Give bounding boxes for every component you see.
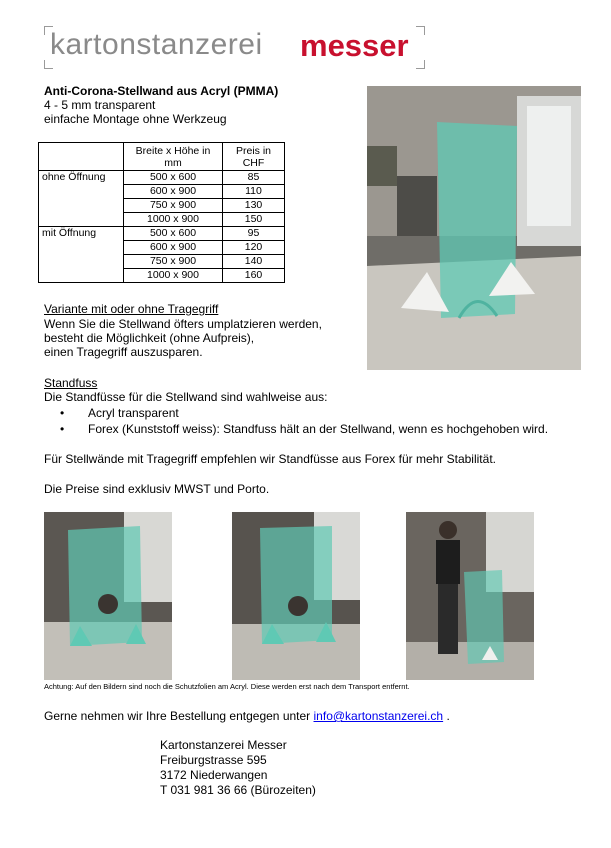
protective-film-note: Achtung: Auf den Bildern sind noch die Schutzfolien am Acryl. Diese werden erst nach dem Transport entfernt.: [44, 682, 410, 691]
street: Freiburgstrasse 595: [160, 753, 267, 767]
table-header-size: [124, 143, 223, 171]
price-cell: 110: [223, 185, 285, 199]
company-logo: [44, 28, 426, 68]
photo-3-graphic: [406, 512, 534, 680]
recommendation-text: Für Stellwände mit Tragegriff empfehlen wir Standfüsse aus Forex für mehr Stabilität.: [44, 452, 496, 466]
table-row: [39, 171, 285, 185]
size-cell: 750 x 900: [124, 199, 223, 213]
phone: T 031 981 36 66 (Bürozeiten): [160, 783, 316, 797]
group-label-mit: mit Öffnung: [39, 227, 124, 283]
product-photo-3: [406, 512, 534, 680]
thickness-line: 4 - 5 mm transparent: [44, 98, 156, 112]
variante-heading: Variante mit oder ohne Tragegriff: [44, 302, 219, 316]
size-cell: 500 x 600: [124, 227, 223, 241]
product-photo-1: [44, 512, 172, 680]
group-label-ohne: ohne Öffnung: [39, 171, 124, 227]
price-cell: 160: [223, 269, 285, 283]
size-cell: 600 x 900: [124, 241, 223, 255]
price-table: [38, 142, 285, 283]
logo-corner-tr: [416, 26, 425, 35]
address-block: [160, 738, 316, 798]
photo-main-graphic: [367, 86, 581, 370]
list-item-text: Acryl transparent: [88, 406, 179, 420]
photo-1-graphic: [44, 512, 172, 680]
email-link[interactable]: info@kartonstanzerei.ch: [313, 709, 444, 723]
order-text: Gerne nehmen wir Ihre Bestellung entgegen unter: [44, 709, 314, 723]
size-header-label: Breite x Höhe in mm: [135, 144, 211, 169]
order-line: [44, 709, 450, 723]
mounting-line: einfache Montage ohne Werkzeug: [44, 112, 227, 126]
price-cell: 85: [223, 171, 285, 185]
table-header-price: [223, 143, 285, 171]
size-cell: 1000 x 900: [124, 269, 223, 283]
standfuss-list: [66, 405, 548, 437]
variante-line-1: Wenn Sie die Stellwand öfters umplatzieren werden,: [44, 317, 322, 331]
list-item: [66, 405, 548, 421]
order-end: .: [443, 709, 450, 723]
variante-line-2: besteht die Möglichkeit (ohne Aufpreis),: [44, 331, 255, 345]
photo-2-graphic: [232, 512, 360, 680]
size-cell: 750 x 900: [124, 255, 223, 269]
price-cell: 140: [223, 255, 285, 269]
table-row: [39, 227, 285, 241]
logo-corner-br: [416, 60, 425, 69]
product-photo-2: [232, 512, 360, 680]
company-name: Kartonstanzerei Messer: [160, 738, 287, 752]
product-title: Anti-Corona-Stellwand aus Acryl (PMMA): [44, 84, 279, 98]
price-cell: 130: [223, 199, 285, 213]
prices-note: Die Preise sind exklusiv MWST und Porto.: [44, 482, 270, 496]
table-header-empty: [39, 143, 124, 171]
size-cell: 1000 x 900: [124, 213, 223, 227]
price-cell: 120: [223, 241, 285, 255]
standfuss-intro: Die Standfüsse für die Stellwand sind wahlweise aus:: [44, 390, 328, 404]
size-cell: 500 x 600: [124, 171, 223, 185]
city: 3172 Niederwangen: [160, 768, 268, 782]
price-cell: 150: [223, 213, 285, 227]
variante-line-3: einen Tragegriff auszusparen.: [44, 345, 203, 359]
product-photo-main: [367, 86, 581, 370]
size-cell: 600 x 900: [124, 185, 223, 199]
logo-word-messer: messer: [300, 28, 409, 63]
table-header-row: [39, 143, 285, 171]
price-header-label: Preis in CHF: [235, 144, 271, 169]
list-item: [66, 421, 548, 437]
logo-word-kartonstanzerei: kartonstanzerei: [50, 28, 263, 61]
list-item-text: Forex (Kunststoff weiss): Standfuss hält an der Stellwand, wenn es hochgehoben wird.: [88, 422, 549, 436]
standfuss-heading: Standfuss: [44, 376, 98, 390]
price-cell: 95: [223, 227, 285, 241]
